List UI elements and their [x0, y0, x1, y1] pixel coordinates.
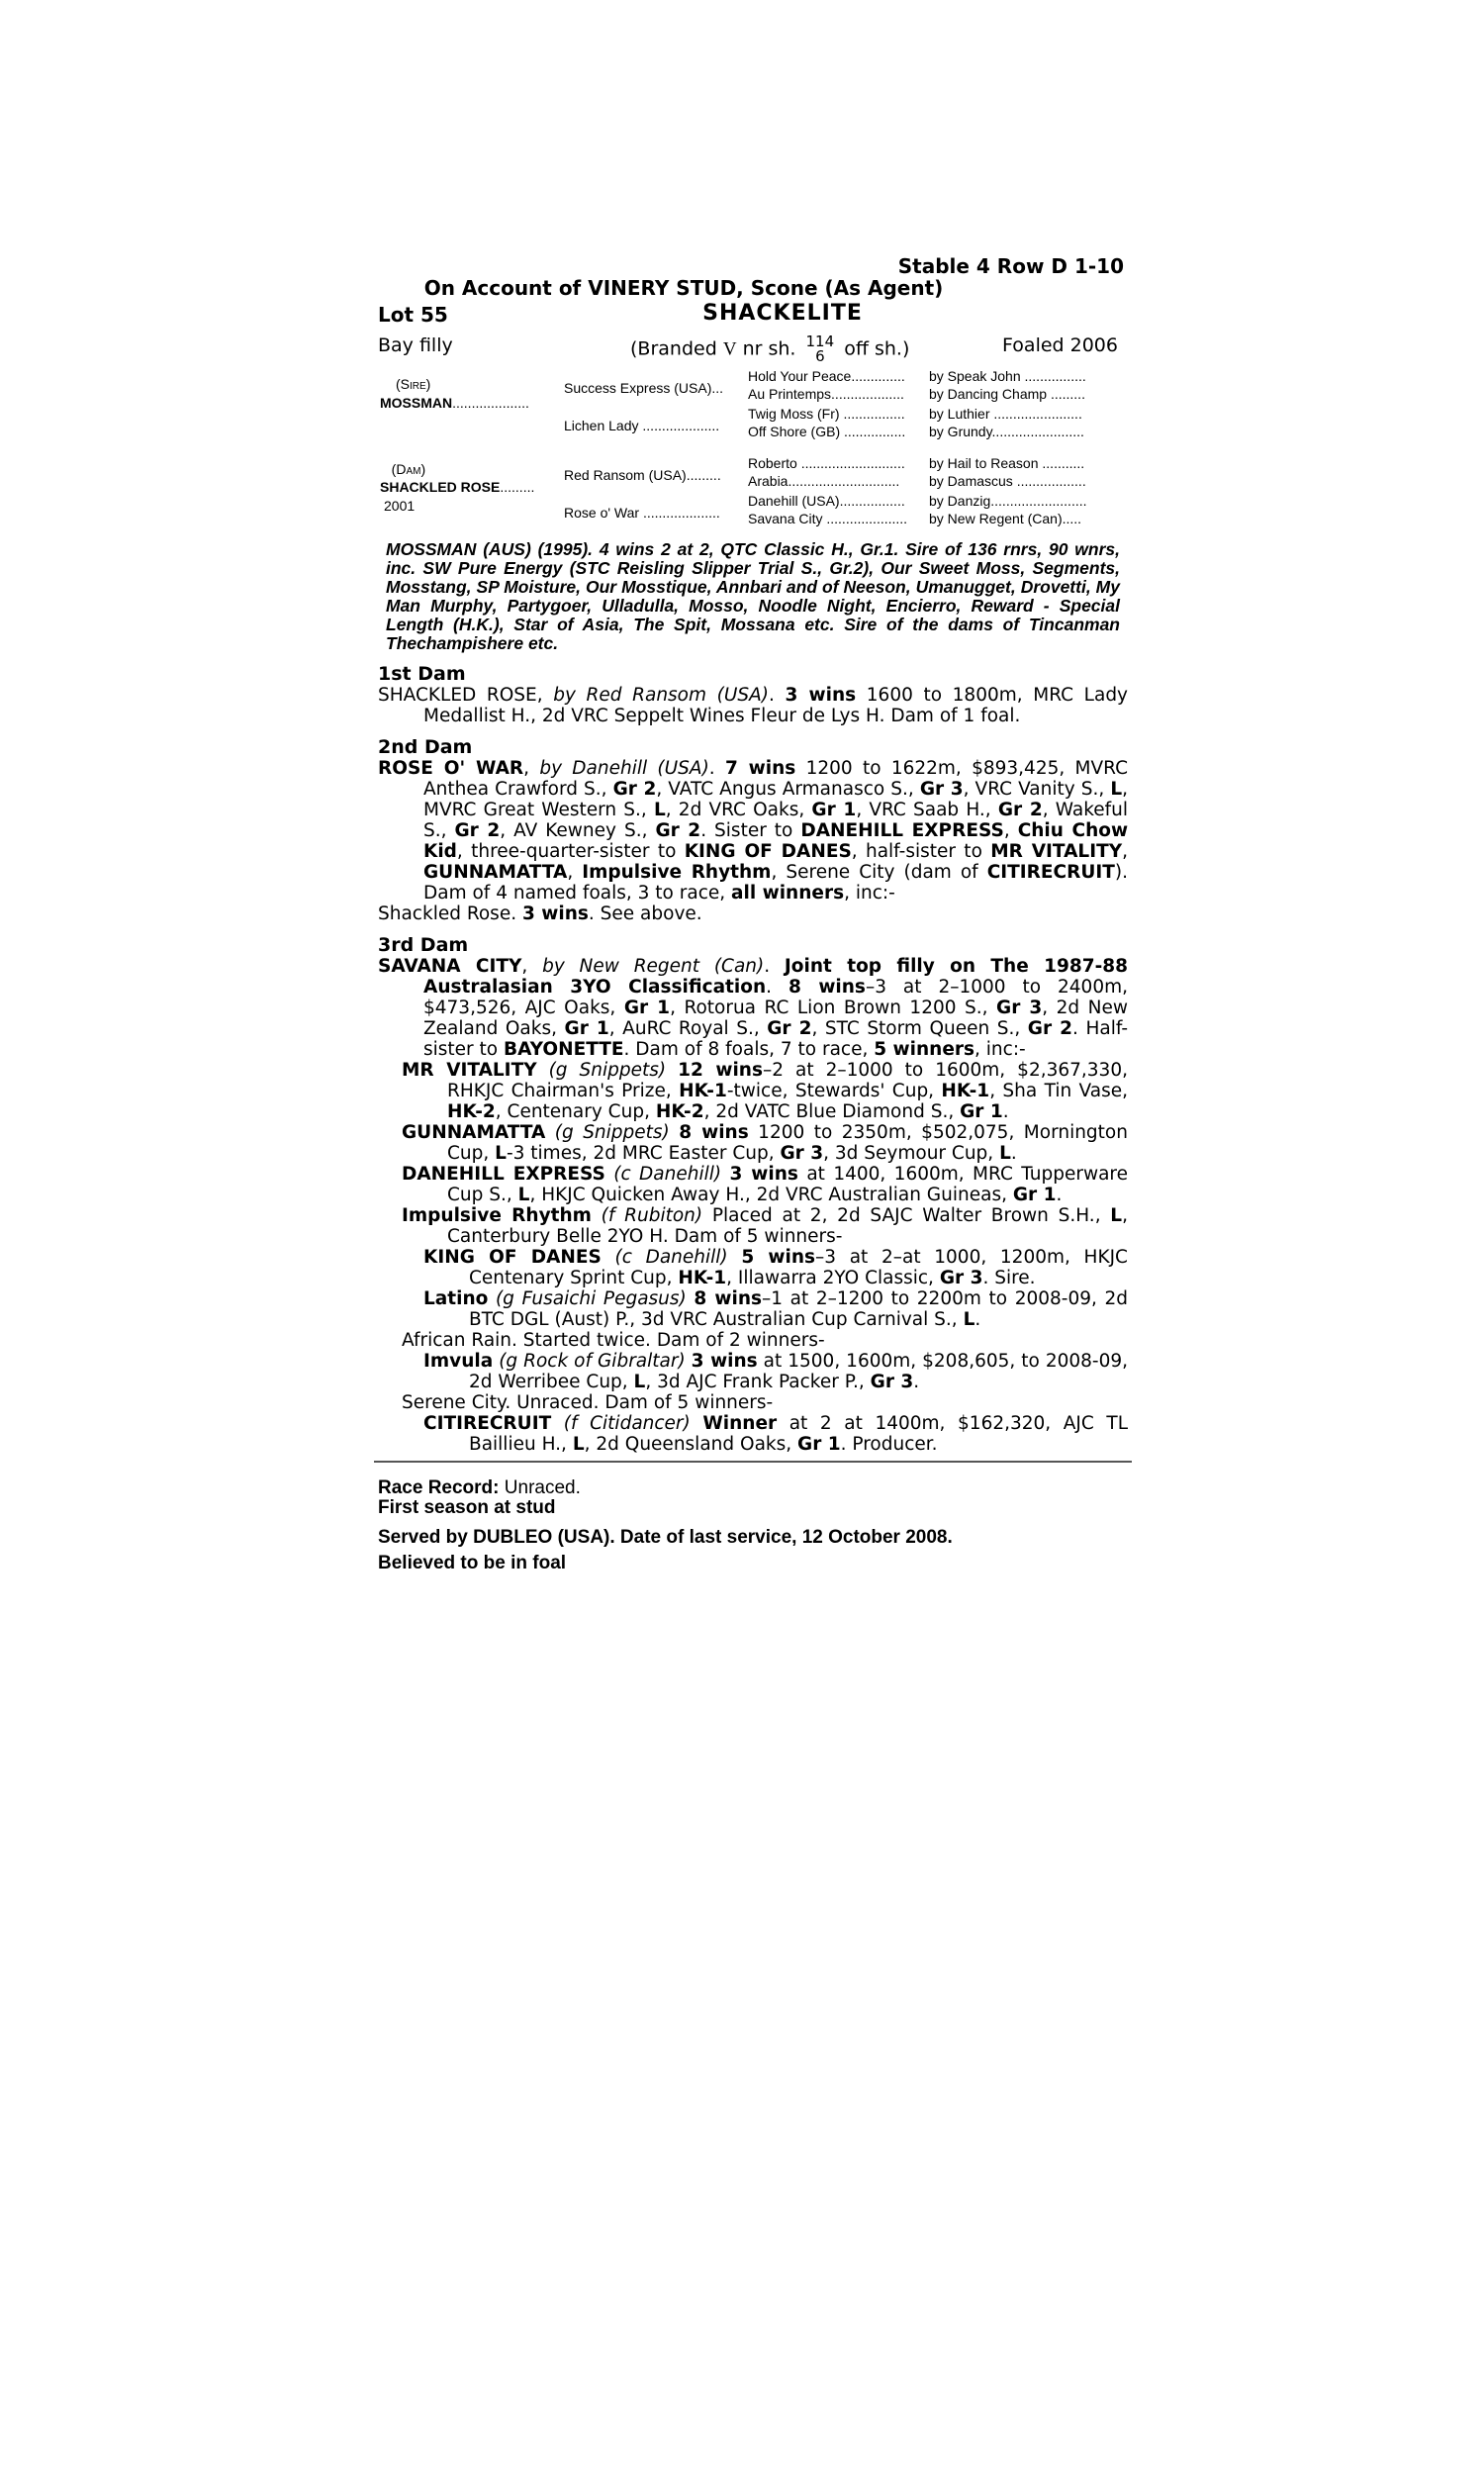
pedigree-g2-2: Twig Moss (Fr) ................ — [748, 406, 905, 422]
progeny-mr-vitality — [378, 1060, 1128, 1122]
t: , AuRC Royal S., — [608, 1018, 768, 1039]
t: L — [999, 1143, 1011, 1164]
pedigree-g3-6: by Danzig......................... — [929, 493, 1087, 509]
t: 8 wins — [679, 1122, 749, 1143]
t: L — [572, 1434, 585, 1455]
t: . — [1002, 1101, 1009, 1122]
t: , 2d Queensland Oaks, — [584, 1434, 798, 1455]
t: Gr 2 — [454, 820, 501, 841]
t: , three-quarter-sister to — [456, 841, 685, 862]
pedigree-g2-7: Savana City ..................... — [748, 511, 908, 526]
g1-1-text: Lichen Lady — [564, 418, 639, 433]
t: , — [1003, 820, 1018, 841]
g3-7-text: by New Regent (Can) — [929, 511, 1063, 526]
t: , 2d New Zealand Oaks, — [423, 998, 1129, 1039]
g2-2-text: Twig Moss (Fr) — [748, 406, 840, 422]
pedigree-g3-2: by Luthier ....................... — [929, 406, 1082, 422]
t: L — [963, 1309, 975, 1330]
progeny-impulsive-rhythm — [378, 1205, 1128, 1247]
progeny-serene-city — [378, 1392, 1128, 1413]
t: L — [1110, 779, 1123, 800]
dam-label — [380, 461, 425, 477]
t: Impulsive Rhythm — [582, 862, 772, 883]
g2-1-text: Au Printemps — [748, 386, 832, 402]
t: Imvula — [423, 1351, 494, 1372]
g2-3-text: Off Shore (GB) — [748, 424, 841, 439]
t: , Sha Tin Vase, — [989, 1081, 1128, 1101]
t: by Red Ransom (USA) — [553, 685, 770, 706]
t: Shackled Rose. — [378, 904, 522, 924]
t: -twice, Stewards' Cup, — [726, 1081, 942, 1101]
brand — [630, 334, 909, 364]
t: , Rotorua RC Lion Brown 1200 S., — [670, 998, 997, 1018]
brand-mark: V — [722, 338, 737, 360]
t: (f Citidancer) — [551, 1413, 703, 1434]
t: (g Fusaichi Pegasus) — [488, 1288, 695, 1309]
t: MR VITALITY — [990, 841, 1123, 862]
t: SHACKLED ROSE, — [378, 685, 554, 706]
t: Gr 2 — [1027, 1018, 1073, 1039]
brand-suffix: off sh.) — [844, 337, 910, 360]
t: 3 wins — [521, 904, 589, 924]
t: Serene City. Unraced. Dam of 5 winners- — [402, 1392, 774, 1413]
t: . — [769, 685, 786, 706]
t: HK-2 — [447, 1101, 496, 1122]
t: 8 wins — [788, 977, 866, 998]
g1-0-text: Success Express (USA) — [564, 380, 712, 396]
t: , Centenary Cup, — [495, 1101, 656, 1122]
t: . — [974, 1309, 981, 1330]
t: , inc:- — [974, 1039, 1026, 1060]
g3-0-text: by Speak John — [929, 368, 1021, 384]
t: at 1500, 1600m, $208,605, to 2008-09, 2d Werribee Cup, — [469, 1351, 1128, 1392]
t: GUNNAMATTA — [402, 1122, 546, 1143]
t: Impulsive Rhythm — [402, 1205, 592, 1226]
t: African Rain. Started twice. Dam of 2 winners- — [402, 1330, 825, 1351]
progeny-latino — [378, 1288, 1128, 1330]
t: (g Rock of Gibraltar) — [493, 1351, 692, 1372]
t: , VATC Angus Armanasco S., — [656, 779, 920, 800]
g1-2-text: Red Ransom (USA) — [564, 467, 687, 483]
second-dam-text — [378, 758, 1128, 904]
t: at 2 at 1400m, $162,320, AJC TL Baillieu H., — [469, 1413, 1129, 1455]
t: . — [1056, 1185, 1063, 1205]
dam-name: SHACKLED ROSE......... — [380, 479, 535, 495]
g2-4-text: Roberto — [748, 455, 797, 471]
t: Gr 1 — [623, 998, 671, 1018]
t: . Producer. — [840, 1434, 938, 1455]
t: by Danehill (USA) — [539, 758, 709, 779]
t: . — [766, 977, 788, 998]
t: , Illawarra 2YO Classic, — [726, 1268, 940, 1288]
t: 8 wins — [694, 1288, 763, 1309]
progeny-danehill-express — [378, 1164, 1128, 1205]
t: DANEHILL EXPRESS — [402, 1164, 605, 1185]
pedigree-g1-0: Success Express (USA)... — [564, 380, 724, 396]
sire-name: MOSSMAN.................... — [380, 395, 529, 411]
t: , 2d VATC Blue Diamond S., — [703, 1101, 961, 1122]
lot-row — [378, 299, 1128, 329]
g3-2-text: by Luthier — [929, 406, 990, 422]
progeny-citirecruit — [378, 1413, 1128, 1455]
t: –3 at 2–1000 to 2400m, $473,526, AJC Oaks, — [423, 977, 1128, 1018]
sire-name-text: MOSSMAN — [380, 395, 453, 411]
t: MR VITALITY — [402, 1060, 537, 1081]
t: Gr 2 — [612, 779, 657, 800]
t: . — [708, 758, 725, 779]
t: , VRC Saab H., — [856, 800, 998, 820]
first-dam-text — [378, 685, 1128, 726]
t: Chiu Chow Kid — [423, 820, 1129, 862]
t: 3 wins — [729, 1164, 798, 1185]
t: , 3d AJC Frank Packer P., — [645, 1372, 871, 1392]
pedigree-g3-0: by Speak John ................ — [929, 368, 1086, 384]
t: , AV Kewney S., — [500, 820, 656, 841]
t: , Serene City (dam of — [771, 862, 987, 883]
progeny-imvula — [378, 1351, 1128, 1392]
dam-name-text: SHACKLED ROSE — [380, 479, 501, 495]
catalogue-page — [378, 255, 1128, 1575]
t: , Wakeful S., — [423, 800, 1129, 841]
t: Gr 1 — [960, 1101, 1003, 1122]
t: 1200 to 1622m, $893,425, MVRC Anthea Crawford S., — [423, 758, 1128, 800]
service-info: Served by DUBLEO (USA). Date of last service, 12 October 2008. — [378, 1527, 953, 1548]
first-dam-heading: 1st Dam — [378, 663, 466, 685]
t: 3 wins — [691, 1351, 758, 1372]
t: Latino — [423, 1288, 489, 1309]
t: Gr 1 — [1012, 1185, 1057, 1205]
t: Winner — [702, 1413, 778, 1434]
t: 7 wins — [724, 758, 796, 779]
t: 3 wins — [785, 685, 857, 706]
t: Gr 3 — [919, 779, 964, 800]
t: . See above. — [588, 904, 702, 924]
t: KING OF DANES — [684, 841, 852, 862]
g2-5-text: Arabia — [748, 473, 788, 489]
dam-label-text: (Dam) — [391, 461, 426, 477]
t: . Dam of 8 foals, 7 to race, — [623, 1039, 875, 1060]
t: , — [567, 862, 583, 883]
t: Joint top filly on The 1987-88 Australasian 3YO Classification — [423, 956, 1128, 998]
t: , — [1122, 841, 1128, 862]
t: KING OF DANES — [423, 1247, 602, 1268]
pedigree-g1-1: Lichen Lady .................... — [564, 418, 720, 433]
t: , — [521, 956, 543, 977]
t: L — [653, 800, 666, 820]
lot-details — [378, 329, 1128, 365]
t: , MVRC Great Western S., — [423, 779, 1129, 820]
t: 1200 to 2350m, $502,075, Mornington Cup, — [447, 1122, 1128, 1164]
pedigree-g2-4: Roberto ........................... — [748, 455, 905, 471]
pedigree-g2-1: Au Printemps................... — [748, 386, 904, 402]
dam-year: 2001 — [384, 498, 416, 514]
t: 5 winners — [874, 1039, 975, 1060]
t: 1600 to 1800m, MRC Lady Medallist H., 2d VRC Seppelt Wines Fleur de Lys H. Dam of 1 foal. — [423, 685, 1129, 726]
t: . — [1010, 1143, 1017, 1164]
race-record-label: Race Record: — [378, 1477, 500, 1498]
t: HK-1 — [679, 1081, 727, 1101]
second-dam-progeny — [378, 904, 1128, 924]
t: , inc:- — [844, 883, 895, 904]
first-season: First season at stud — [378, 1497, 556, 1518]
g3-5-text: by Damascus — [929, 473, 1013, 489]
g1-3-text: Rose o' War — [564, 505, 640, 521]
pedigree-g3-1: by Dancing Champ ......... — [929, 386, 1085, 402]
t: Gr 3 — [780, 1143, 824, 1164]
t: (f Rubiton) — [591, 1205, 712, 1226]
t: Gr 2 — [997, 800, 1043, 820]
t: . Sister to — [700, 820, 801, 841]
brand-number-bottom: 6 — [815, 347, 825, 365]
horse-name: SHACKELITE — [702, 301, 863, 326]
t: (g Snippets) — [545, 1122, 680, 1143]
t: Gr 1 — [797, 1434, 841, 1455]
pedigree-g3-7: by New Regent (Can)..... — [929, 511, 1082, 526]
t: CITIRECRUIT — [423, 1413, 552, 1434]
t: . Half-sister to — [423, 1018, 1129, 1060]
t: 12 wins — [678, 1060, 763, 1081]
pedigree-g2-0: Hold Your Peace.............. — [748, 368, 905, 384]
t: by New Regent (Can) — [542, 956, 765, 977]
t: L — [517, 1185, 530, 1205]
pedigree-g3-3: by Grundy........................ — [929, 424, 1084, 439]
t: , Canterbury Belle 2YO H. Dam of 5 winners- — [447, 1205, 1128, 1247]
g3-4-text: by Hail to Reason — [929, 455, 1039, 471]
t: . — [913, 1372, 920, 1392]
t: GUNNAMATTA — [423, 862, 568, 883]
t: 5 wins — [741, 1247, 816, 1268]
t: L — [1110, 1205, 1123, 1226]
brand-number-top: 114 — [805, 333, 835, 350]
t: -3 times, 2d MRC Easter Cup, — [506, 1143, 781, 1164]
third-dam-heading: 3rd Dam — [378, 934, 469, 956]
t: HK-1 — [678, 1268, 727, 1288]
t: Gr 2 — [767, 1018, 812, 1039]
t: all winners — [731, 883, 845, 904]
g3-6-text: by Danzig — [929, 493, 991, 509]
t: CITIRECRUIT — [986, 862, 1115, 883]
t: (g Snippets) — [536, 1060, 679, 1081]
progeny-african-rain — [378, 1330, 1128, 1351]
g2-7-text: Savana City — [748, 511, 823, 526]
t: BAYONETTE — [504, 1039, 624, 1060]
t: Gr 3 — [939, 1268, 983, 1288]
brand-number — [806, 334, 835, 364]
t: –2 at 2–1000 to 1600m, $2,367,330, RHKJC Chairman's Prize, — [447, 1060, 1128, 1101]
t: . — [764, 956, 785, 977]
t: HK-2 — [655, 1101, 704, 1122]
t: ). Dam of 4 named foals, 3 to race, — [423, 862, 1128, 904]
sire-label: (Sire) — [396, 376, 431, 392]
t: , 2d VRC Oaks, — [665, 800, 812, 820]
lot-number: Lot 55 — [378, 303, 448, 327]
brand-prefix: (Branded — [630, 337, 717, 360]
t: ROSE O' WAR — [378, 758, 524, 779]
race-record-value: Unraced. — [499, 1477, 581, 1498]
t: , STC Storm Queen S., — [811, 1018, 1028, 1039]
second-dam-heading: 2nd Dam — [378, 736, 473, 758]
g3-3-text: by Grundy — [929, 424, 992, 439]
pedigree-g3-4: by Hail to Reason ........... — [929, 455, 1085, 471]
g2-0-text: Hold Your Peace — [748, 368, 852, 384]
t: –1 at 2–1200 to 2200m to 2008-09, 2d BTC DGL (Aust) P., 3d VRC Australian Cup Carnival S., — [469, 1288, 1128, 1330]
progeny-gunnamatta — [378, 1122, 1128, 1164]
t: , half-sister to — [851, 841, 991, 862]
t: SAVANA CITY — [378, 956, 522, 977]
t: (c Danehill) — [601, 1247, 742, 1268]
vendor-account: On Account of VINERY STUD, Scone (As Agent) — [423, 276, 944, 300]
t: Gr 2 — [655, 820, 701, 841]
t: , 3d Seymour Cup, — [823, 1143, 1000, 1164]
t: , HKJC Quicken Away H., 2d VRC Australian Guineas, — [529, 1185, 1013, 1205]
progeny-king-of-danes — [378, 1247, 1128, 1288]
pedigree-g2-3: Off Shore (GB) ................ — [748, 424, 906, 439]
pedigree-table — [378, 366, 1128, 536]
g2-6-text: Danehill (USA) — [748, 493, 840, 509]
t: DANEHILL EXPRESS — [800, 820, 1004, 841]
t: , VRC Vanity S., — [963, 779, 1111, 800]
sire-description: MOSSMAN (AUS) (1995). 4 wins 2 at 2, QTC Classic H., Gr.1. Sire of 136 rnrs, 90 wnrs, inc. SW Pure Energy (STC Reisling Slipper Trial S., Gr.2), Our Sweet Moss, Segments, Mosstang, SP Moisture, Our Mosstique, Annbari and of Neeson, Umanugget, Drovetti, My Man Murphy, Partygoer, Ulladulla, Mosso, Noodle Night, Encierro, Reward - Special Length (H.K.), Star of Asia, The Spit, Mossana etc. Sire of the dams of Tincanman Thechampishere etc. — [386, 539, 1120, 653]
t: Gr 1 — [564, 1018, 609, 1039]
pedigree-g1-3: Rose o' War .................... — [564, 505, 720, 521]
g3-1-text: by Dancing Champ — [929, 386, 1048, 402]
stable-location: Stable 4 Row D 1-10 — [897, 254, 1124, 278]
pedigree-g2-6: Danehill (USA)................. — [748, 493, 905, 509]
t: , — [523, 758, 540, 779]
t: at 1400, 1600m, MRC Tupperware Cup S., — [447, 1164, 1128, 1205]
foaled-year: Foaled 2006 — [1002, 334, 1118, 356]
sex-color: Bay filly — [378, 334, 453, 356]
t: . Sire. — [982, 1268, 1036, 1288]
third-dam-text — [378, 956, 1128, 1060]
t: –3 at 2–at 1000, 1200m, HKJC Centenary Sprint Cup, — [469, 1247, 1128, 1288]
t: L — [495, 1143, 507, 1164]
t: L — [633, 1372, 646, 1392]
section-divider — [374, 1461, 1132, 1463]
pedigree-g3-5: by Damascus .................. — [929, 473, 1086, 489]
t: (c Danehill) — [604, 1164, 730, 1185]
brand-mid: nr sh. — [742, 337, 796, 360]
pedigree-g1-2: Red Ransom (USA)......... — [564, 467, 721, 483]
t: HK-1 — [941, 1081, 990, 1101]
t: Gr 3 — [870, 1372, 914, 1392]
t: Gr 1 — [811, 800, 857, 820]
foal-status: Believed to be in foal — [378, 1553, 567, 1573]
pedigree-g2-5: Arabia............................. — [748, 473, 900, 489]
t: Placed at 2, 2d SAJC Walter Brown S.H., — [711, 1205, 1111, 1226]
t: Gr 3 — [996, 998, 1043, 1018]
